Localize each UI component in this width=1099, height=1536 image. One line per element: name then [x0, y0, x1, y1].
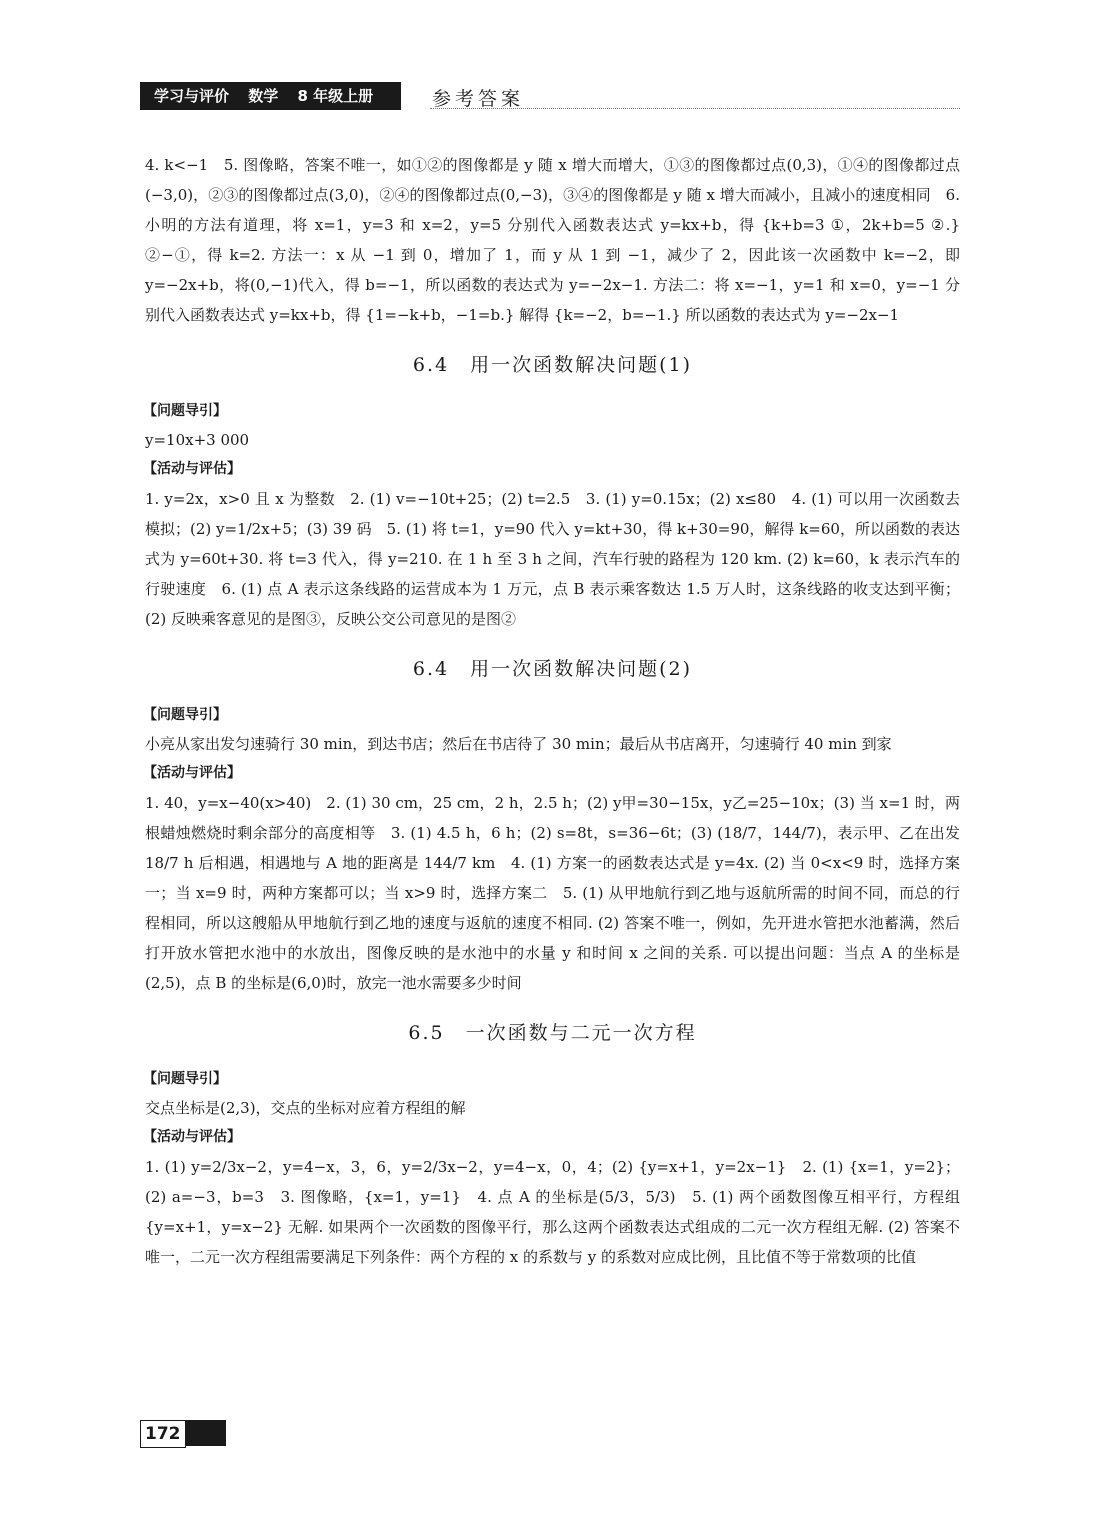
- guide-text: 小亮从家出发匀速骑行 30 min，到达书店；然后在书店待了 30 min；最后从书店离开，匀速骑行 40 min 到家: [145, 735, 892, 753]
- intro-answers: 4. k<−1 5. 图像略，答案不唯一，如①②的图像都是 y 随 x 增大而增大，①③的图像都过点(0,3)，①④的图像都过点(−3,0)，②③的图像都过点(3,0)，②④的图像都过点(0,−3)，③④的图像都是 y 随 x 增大而减小，且减小的速度相同 6. 小明的方法有道理，将 x=1，y=3 和 x=2，y=5 分别代入函数表达式 y=kx+b，得 {k+b=3 ①，2k+b=5 ②.} ②−①，得 k=2. 方法一：x 从 −1 到 0，增加了 1，而 y 从 1 到 −1，减少了 2，因此该一次函数中 k=−2，即 y=−2x+b，将(0,−1)代入，得 b=−1，所以函数的表达式为 y=−2x−1. 方法二：将 x=−1，y=1 和 x=0，y=−1 分别代入函数表达式 y=kx+b，得 {1=−k+b，−1=b.} 解得 {k=−2，b=−1.} 所以函数的表达式为 y=−2x−1: [145, 156, 960, 324]
- section-name: 参考答案: [432, 88, 525, 110]
- section-title: 6.4 用一次函数解决问题(1): [412, 354, 693, 376]
- page-number: 172: [140, 1420, 186, 1448]
- header-band: [140, 82, 401, 110]
- activity-label: 【活动与评估】: [143, 461, 241, 477]
- guide-text: y=10x+3 000: [145, 431, 250, 449]
- section-title: 6.4 用一次函数解决问题(2): [412, 658, 693, 680]
- guide-label: 【问题导引】: [143, 707, 227, 723]
- section-title: 6.5 一次函数与二元一次方程: [408, 1022, 697, 1044]
- grade: 8 年级上册: [297, 87, 374, 105]
- activity-answers: 1. y=2x，x>0 且 x 为整数 2. (1) v=−10t+25；(2) t=2.5 3. (1) y=0.15x；(2) x≤80 4. (1) 可以用一次函数去模拟；(2) y=1/2x+5；(3) 39 码 5. (1) 将 t=1，y=90 代入 y=kt+30，得 k+30=90，解得 k=60，所以函数的表达式为 y=60t+30. 将 t=3 代入，得 y=210. 在 1 h 至 3 h 之间，汽车行驶的路程为 120 km. (2) k=60，k 表示汽车的行驶速度 6. (1) 点 A 表示这条线路的运营成本为 1 万元，点 B 表示乘客数达 1.5 万人时，这条线路的收支达到平衡；(2) 反映乘客意见的是图③，反映公交公司意见的是图②: [145, 490, 960, 628]
- activity-answers: 1. 40，y=x−40(x>40) 2. (1) 30 cm，25 cm，2 h，2.5 h；(2) y甲=30−15x，y乙=25−10x；(3) 当 x=1 时，两根蜡烛燃烧时剩余部分的高度相等 3. (1) 4.5 h，6 h；(2) s=8t，s=36−6t；(3) (18/7，144/7)，表示甲、乙在出发 18/7 h 后相遇，相遇地与 A 地的距离是 144/7 km 4. (1) 方案一的函数表达式是 y=4x. (2) 当 0<x<9 时，选择方案一；当 x=9 时，两种方案都可以；当 x>9 时，选择方案二 5. (1) 从甲地航行到乙地与返航所需的时间不同，而总的行程相同，所以这艘船从甲地航行到乙地的速度与返航的速度不相同. (2) 答案不唯一，例如，先开进水管把水池蓄满，然后打开放水管把水池中的水放出，图像反映的是水池中的水量 y 和时间 x 之间的关系. 可以提出问题：当点 A 的坐标是(2,5)，点 B 的坐标是(6,0)时，放完一池水需要多少时间: [145, 794, 960, 992]
- guide-label: 【问题导引】: [143, 1071, 227, 1087]
- page-body: [145, 150, 960, 1280]
- book-title: 学习与评价: [154, 87, 230, 105]
- activity-label: 【活动与评估】: [143, 765, 241, 781]
- page-number-block: [140, 1420, 226, 1446]
- activity-answers: 1. (1) y=2/3x−2，y=4−x，3，6，y=2/3x−2，y=4−x，0，4；(2) {y=x+1，y=2x−1} 2. (1) {x=1，y=2}；(2) a=−3，b=3 3. 图像略，{x=1，y=1} 4. 点 A 的坐标是(5/3，5/3) 5. (1) 两个函数图像互相平行，方程组 {y=x+1，y=x−2} 无解. 如果两个一次函数的图像平行，那么这两个函数表达式组成的二元一次方程组无解. (2) 答案不唯一，二元一次方程组需要满足下列条件：两个方程的 x 的系数与 y 的系数对应成比例，且比值不等于常数项的比值: [145, 1158, 960, 1266]
- header-rule: [430, 108, 960, 109]
- guide-label: 【问题导引】: [143, 403, 227, 419]
- subject: 数学: [248, 87, 279, 105]
- guide-text: 交点坐标是(2,3)，交点的坐标对应着方程组的解: [145, 1099, 466, 1117]
- activity-label: 【活动与评估】: [143, 1129, 241, 1145]
